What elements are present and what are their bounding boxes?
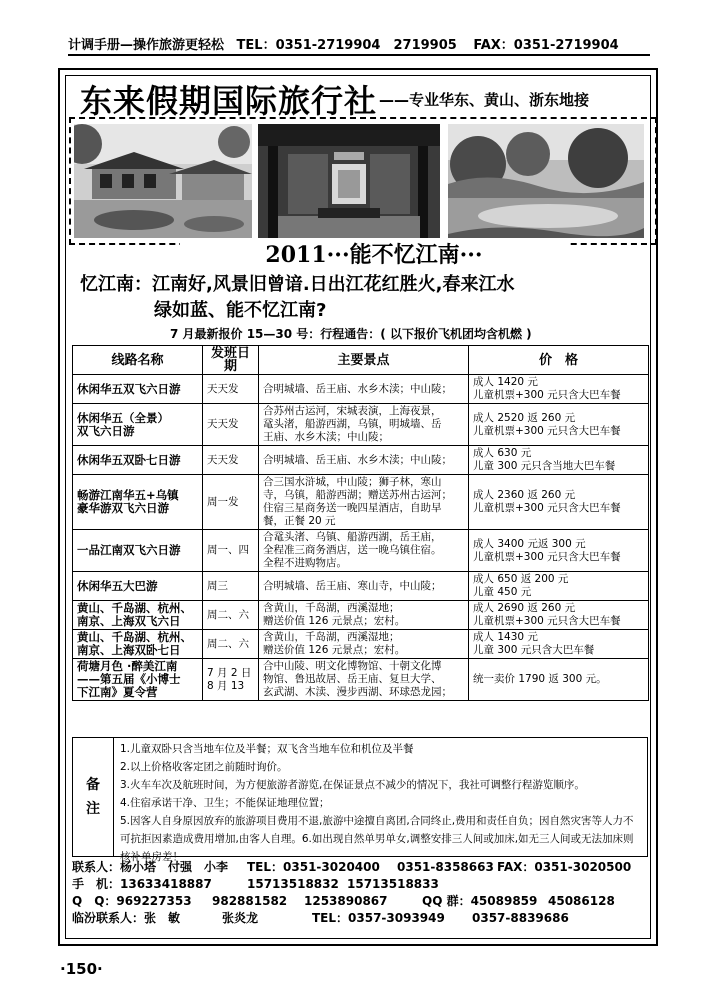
contact-block xyxy=(72,859,648,927)
contact-linfen-person-2: 张炎龙 xyxy=(222,911,259,925)
contact-qq-2: 982881582 xyxy=(212,894,288,908)
headline: 2011···能不忆江南··· xyxy=(180,238,568,269)
contact-row-3 xyxy=(72,893,648,910)
note-item: 1.儿童双卧只含当地车位及半餐；双飞含当地车位和机位及半餐 xyxy=(120,743,414,755)
sights-cell: 合明城墙、岳王庙、水乡木渎；中山陵； xyxy=(259,375,469,404)
sights-cell: 合明城墙、岳王庙、水乡木渎；中山陵； xyxy=(259,446,469,475)
contact-qq-3: 1253890867 xyxy=(304,894,388,908)
route-name-cell: 荷塘月色 ·醉美江南 ——第五届《小博士 下江南》夏令营 xyxy=(73,659,203,701)
table-row xyxy=(73,601,649,630)
contact-qq-group-1: QQ 群：45089859 xyxy=(422,894,538,908)
contact-linfen-tel-2: 0357-8839686 xyxy=(472,911,569,925)
price-cell: 成人 3400 元返 300 元 儿童机票+300 元只含大巴车餐 xyxy=(469,530,649,572)
sights-cell: 合鼋头渚、乌镇、船游西湖，岳王庙， 全程准三商务酒店，送一晚乌镇住宿。 全程不进购物店。 xyxy=(259,530,469,572)
header-departure: 发班日期 xyxy=(203,346,259,375)
departure-cell: 天天发 xyxy=(203,375,259,404)
notes-label-1: 备 xyxy=(86,777,100,793)
garden-pond-photo xyxy=(448,124,644,238)
table-row xyxy=(73,530,649,572)
poem-line-1: 忆江南：江南好,风景旧曾谙.日出江花红胜火,春来江水 xyxy=(80,274,515,295)
notes-box xyxy=(72,737,648,863)
page-number: ·150· xyxy=(60,960,103,978)
route-name-cell: 休闲华五双卧七日游 xyxy=(73,446,203,475)
departure-cell: 天天发 xyxy=(203,404,259,446)
header-tel: TEL：0351-2719904 2719905 xyxy=(236,38,457,53)
note-item: 2.以上价格收客定团之前随时询价。 xyxy=(120,761,288,773)
departure-cell: 周一发 xyxy=(203,475,259,530)
sights-cell: 合苏州古运河，宋城表演，上海夜景， 鼋头渚，船游西湖，乌镇，明城墙、岳 王庙、水乡木渎；中山陵； xyxy=(259,404,469,446)
header-route-name: 线路名称 xyxy=(73,346,203,375)
contact-row-4 xyxy=(72,910,648,927)
price-cell: 成人 1430 元 儿童 300 元只含大巴车餐 xyxy=(469,630,649,659)
price-cell: 成人 2520 返 260 元 儿童机票+300 元只含大巴车餐 xyxy=(469,404,649,446)
header-price: 价 格 xyxy=(469,346,649,375)
poem-line-2: 绿如蓝、能不忆江南? xyxy=(154,300,327,321)
route-name-cell: 黄山、千岛湖、杭州、 南京、上海双飞六日 xyxy=(73,601,203,630)
poem xyxy=(80,272,650,324)
sights-cell: 合三国水浒城，中山陵；狮子林，寒山 寺，乌镇，船游西湖；赠送苏州古运河； 住宿三星商务送一晚四星酒店，自助早 餐，正餐 20 元 xyxy=(259,475,469,530)
departure-cell: 天天发 xyxy=(203,446,259,475)
route-name-cell: 休闲华五双飞六日游 xyxy=(73,375,203,404)
route-name-cell: 一品江南双飞六日游 xyxy=(73,530,203,572)
table-row xyxy=(73,446,649,475)
note-item: 4.住宿承诺干净、卫生；不能保证地理位置； xyxy=(120,797,330,809)
routes-table xyxy=(72,345,649,701)
table-row xyxy=(73,404,649,446)
price-note: 7 月最新报价 15—30 号：行程通告：( 以下报价飞机团均含机燃 ) xyxy=(170,327,532,341)
sights-cell: 合明城墙、岳王庙、寒山寺，中山陵； xyxy=(259,572,469,601)
notes-body xyxy=(114,738,647,863)
table-header-row xyxy=(73,346,649,375)
header-fax: FAX：0351-2719904 xyxy=(473,38,619,53)
table-row xyxy=(73,375,649,404)
route-name-cell: 畅游江南华五+乌镇 豪华游双飞六日游 xyxy=(73,475,203,530)
contact-row-2 xyxy=(72,876,648,893)
price-cell: 成人 1420 元 儿童机票+300 元只含大巴车餐 xyxy=(469,375,649,404)
route-name-cell: 黄山、千岛湖、杭州、 南京、上海双卧七日 xyxy=(73,630,203,659)
table-row xyxy=(73,475,649,530)
contact-qq-1: Q Q：969227353 xyxy=(72,894,192,908)
note-item: 3.火车车次及航班时间，为方便旅游者游览,在保证景点不减少的情况下，我社可调整行程游览顺序。 xyxy=(120,779,585,791)
sights-cell: 含黄山，千岛湖，西溪湿地； 赠送价值 126 元景点；宏村。 xyxy=(259,601,469,630)
notes-label xyxy=(73,738,114,856)
price-cell: 成人 630 元 儿童 300 元只含当地大巴车餐 xyxy=(469,446,649,475)
notes-label-2: 注 xyxy=(86,801,100,817)
table-row xyxy=(73,659,649,701)
contact-mobile-1: 手 机：13633418887 xyxy=(72,877,212,891)
contact-fax: FAX：0351-3020500 xyxy=(497,860,632,874)
departure-cell: 周二、六 xyxy=(203,630,259,659)
departure-cell: 7 月 2 日 8 月 13 xyxy=(203,659,259,701)
route-name-cell: 休闲华五（全景） 双飞六日游 xyxy=(73,404,203,446)
header-sights: 主要景点 xyxy=(259,346,469,375)
contact-linfen-person-1: 临汾联系人：张 敏 xyxy=(72,911,181,925)
contact-tel-2: 0351-8358663 xyxy=(397,860,494,874)
departure-cell: 周一、四 xyxy=(203,530,259,572)
price-cell: 成人 650 返 200 元 儿童 450 元 xyxy=(469,572,649,601)
interior-hall-photo xyxy=(258,124,440,238)
sights-cell: 含黄山，千岛湖，西溪湿地； 赠送价值 126 元景点；宏村。 xyxy=(259,630,469,659)
note-item: 5.因客人自身原因放弃的旅游项目费用不退,旅游中途擅自离团,合同终止,费用和责任自负；因自然灾害等人力不可抗拒因素造成费用增加,由客人自理。6.如出现自然单男单女,调整安排三人间或加床,如无三人间或无法加床则核补单房差！ xyxy=(120,815,634,863)
sights-cell: 合中山陵、明文化博物馆、十朝文化博 物馆、鲁迅故居、岳王庙、复旦大学、 玄武湖、木渎、漫步西湖、环球恐龙园； xyxy=(259,659,469,701)
garden-pavilion-photo xyxy=(74,124,252,238)
header-slogan: 计调手册—操作旅游更轻松 xyxy=(68,38,225,53)
contact-qq-group-2: 45086128 xyxy=(548,894,615,908)
price-cell: 成人 2690 返 260 元 儿童机票+300 元只含大巴车餐 xyxy=(469,601,649,630)
table-row xyxy=(73,630,649,659)
price-cell: 统一卖价 1790 返 300 元。 xyxy=(469,659,649,701)
route-name-cell: 休闲华五大巴游 xyxy=(73,572,203,601)
agency-name: 东来假期国际旅行社 xyxy=(80,82,378,120)
contact-mobile-2: 15713518832 xyxy=(247,877,339,891)
contact-tel-1: TEL：0351-3020400 xyxy=(247,860,380,874)
contact-persons: 联系人：杨小塔 付强 小李 xyxy=(72,860,229,874)
table-row xyxy=(73,572,649,601)
departure-cell: 周三 xyxy=(203,572,259,601)
agency-subtitle: ——专业华东、黄山、浙东地接 xyxy=(379,90,590,109)
page-header xyxy=(68,34,650,56)
contact-row-1 xyxy=(72,859,648,876)
contact-linfen-tel-1: TEL：0357-3093949 xyxy=(312,911,445,925)
contact-mobile-3: 15713518833 xyxy=(347,877,439,891)
price-cell: 成人 2360 返 260 元 儿童机票+300 元只含大巴车餐 xyxy=(469,475,649,530)
departure-cell: 周二、六 xyxy=(203,601,259,630)
agency-title xyxy=(80,76,660,120)
